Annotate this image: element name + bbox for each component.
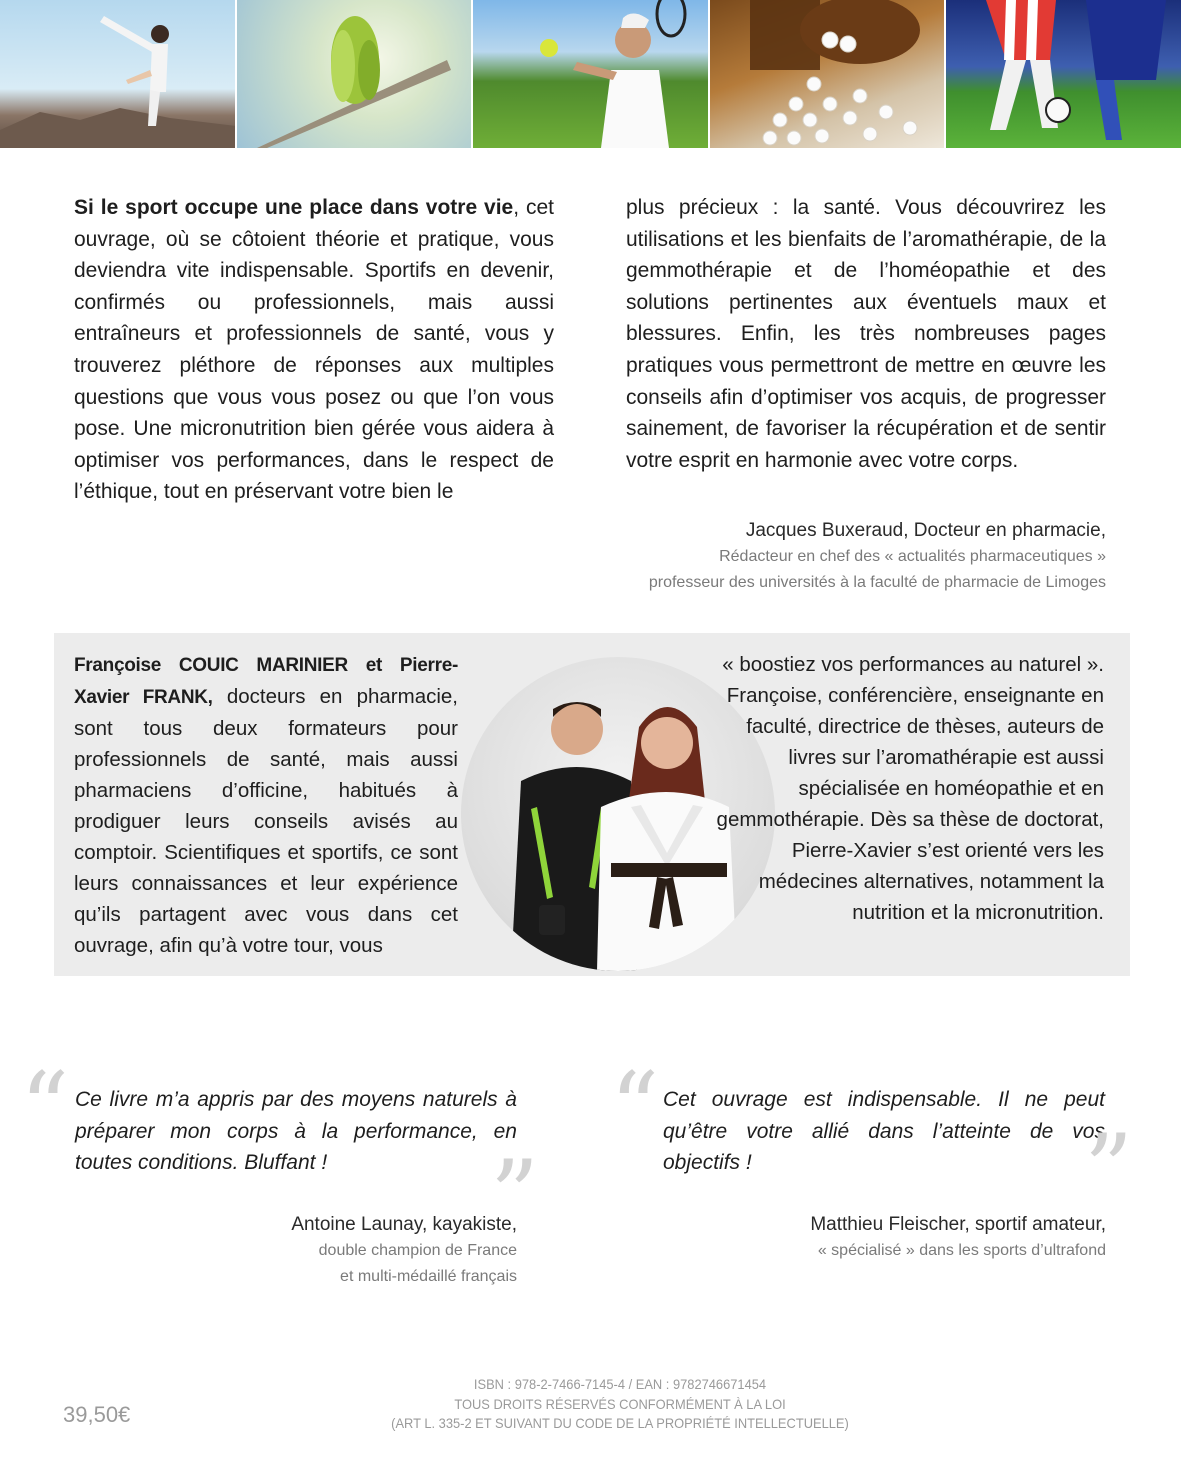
testimonial-author: Antoine Launay, kayakiste, xyxy=(291,1214,517,1235)
testimonial-author: Matthieu Fleischer, sportif amateur, xyxy=(810,1214,1106,1235)
authors-left-text xyxy=(74,649,458,961)
rights-line: TOUS DROITS RÉSERVÉS CONFORMÉMENT À LA LOI xyxy=(454,1396,786,1412)
law-line: (ART L. 335-2 ET SUIVANT DU CODE DE LA PROPRIÉTÉ INTELLECTUELLE) xyxy=(391,1415,849,1431)
photo-strip xyxy=(0,0,1181,148)
homeopathy-pills-photo xyxy=(710,0,947,148)
authors-box xyxy=(54,633,1130,976)
isbn-line: ISBN : 978-2-7466-7145-4 / EAN : 9782746671454 xyxy=(473,1376,767,1392)
intro-left-text: , cet ouvrage, où se côtoient théorie et pratique, vous deviendra vite indispensable. Sportifs en devenir, confirmés ou professionnels, mais aussi entraîneurs et professionnels de santé, vous y trouverez pléthore de réponses aux multiples questions que vous vous posez ou que l’on vous pose. Une micronutrition bien gérée vous aidera à optimiser vos performances, dans le respect de l’éthique, tout en préservant votre bien le xyxy=(74,196,554,504)
authors-right-text: « boostiez vos performances au naturel ». Françoise, conférencière, enseignante en faculté, directrice de thèses, auteurs de livres sur l’aromathérapie est aussi spécialisée en homéopathie et en gemmothérapie. Dès sa thèse de doctorat, Pierre-Xavier s’est orienté vers les médecines alternatives, notamment la nutrition et la micronutrition. xyxy=(716,653,1104,924)
foreword-signature-title: Rédacteur en chef des « actualités pharmaceutiques » xyxy=(719,548,1106,565)
foreword-signature-affiliation: professeur des universités à la faculté de pharmacie de Limoges xyxy=(648,574,1106,591)
intro-right-column: plus précieux : la santé. Vous découvrirez les utilisations et les bienfaits de l’aromathérapie, de la gemmothérapie et de l’homéopathie et des solutions pertinentes aux éventuels maux et blessures. Enfin, les très nombreuses pages pratiques vous permettront de mettre en œuvre les conseils afin d’optimiser vos acquis, de progresser sainement, de favoriser la récupération et de sentir votre esprit en harmonie avec votre corps. xyxy=(626,196,1106,472)
price: 39,50€ xyxy=(63,1402,131,1427)
plant-bud-photo xyxy=(237,0,474,148)
close-quote-icon: ” xyxy=(490,1140,540,1252)
foreword-signature-name: Jacques Buxeraud, Docteur en pharmacie, xyxy=(745,520,1106,541)
testimonial-quote: Cet ouvrage est indispensable. Il ne peut qu’être votre allié dans l’atteinte de vos objectifs ! xyxy=(663,1088,1105,1175)
intro-left-column xyxy=(74,192,554,508)
football-players-photo xyxy=(946,0,1181,148)
open-quote-icon: “ xyxy=(610,1052,660,1164)
authors-names: Françoise COUIC MARINIER et Pierre-Xavier FRANK, xyxy=(74,655,458,708)
tennis-player-photo xyxy=(473,0,710,148)
intro-lead: Si le sport occupe une place dans votre vie xyxy=(74,196,514,219)
testimonial-author-title: double champion de France xyxy=(318,1242,517,1259)
testimonial-author-title: « spécialisé » dans les sports d’ultrafond xyxy=(817,1242,1106,1259)
testimonial-author-title: et multi-médaillé français xyxy=(340,1268,517,1285)
close-quote-icon: ” xyxy=(1084,1114,1134,1226)
authors-left-body: docteurs en pharmacie, sont tous deux formateurs pour professionnels de santé, mais aussi pharmaciens d’officine, habitués à prodiguer leurs conseils avisés au comptoir. Scientifiques et sportifs, ce sont leurs connaissances et leur expérience qu’ils partagent avec vous dans cet ouvrage, afin qu’à votre tour, vous xyxy=(74,685,459,957)
testimonial-quote: Ce livre m’a appris par des moyens naturels à préparer mon corps à la performance, en toutes conditions. Bluffant ! xyxy=(75,1088,517,1175)
open-quote-icon: “ xyxy=(20,1052,70,1164)
karate-woman-photo xyxy=(0,0,237,148)
